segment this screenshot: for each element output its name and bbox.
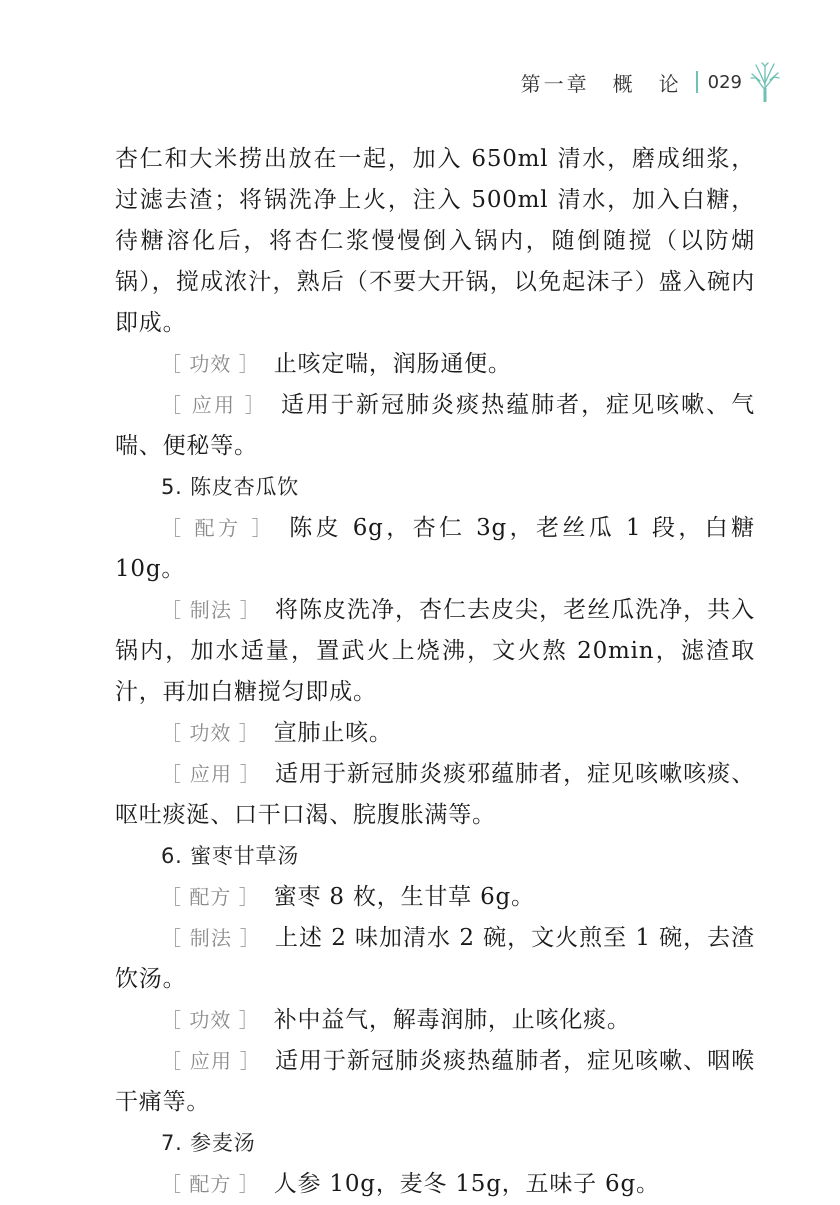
method-paragraph: [115, 918, 755, 1000]
efficacy-tag: ［ 功效 ］: [161, 721, 260, 745]
recipe-heading: 5. 陈皮杏瓜饮: [161, 475, 300, 499]
method-text: 上述 2 味加清水 2 碗，文火煎至 1 碗，去渣饮汤。: [115, 925, 755, 992]
formula-tag: ［ 配方 ］: [161, 516, 276, 540]
efficacy-paragraph: [115, 713, 755, 754]
method-tag: ［ 制法 ］: [161, 926, 261, 950]
efficacy-text: 宣肺止咳。: [273, 720, 393, 746]
paragraph: 杏仁和大米捞出放在一起，加入 650ml 清水，磨成细浆，过滤去渣；将锅洗净上火，注入 500ml 清水，加入白糖，待糖溶化后，将杏仁浆慢慢倒入锅内，随倒随搅（以防煳锅），搅成浓汁，熟后（不要大开锅，以免起沫子）盛入碗内即成。: [115, 146, 755, 336]
page-body: [115, 139, 755, 1205]
method-paragraph: [115, 590, 755, 713]
efficacy-paragraph: [115, 1000, 755, 1041]
method-tag: ［ 制法 ］: [161, 598, 261, 622]
efficacy-paragraph: [115, 344, 755, 385]
formula-paragraph: [115, 1164, 755, 1205]
recipe-heading: 6. 蜜枣甘草汤: [161, 844, 300, 868]
header-divider: [696, 71, 698, 93]
efficacy-tag: ［ 功效 ］: [161, 1008, 260, 1032]
application-text: 适用于新冠肺炎痰邪蕴肺者，症见咳嗽咳痰、呕吐痰涎、口干口渴、脘腹胀满等。: [115, 761, 755, 828]
formula-paragraph: [115, 508, 755, 590]
formula-paragraph: [115, 877, 755, 918]
efficacy-text: 补中益气，解毒润肺，止咳化痰。: [273, 1007, 631, 1033]
efficacy-tag: ［ 功效 ］: [161, 352, 260, 376]
application-text: 适用于新冠肺炎痰热蕴肺者，症见咳嗽、咽喉干痛等。: [115, 1048, 755, 1115]
formula-text: 陈皮 6g，杏仁 3g，老丝瓜 1 段，白糖 10g。: [115, 515, 755, 582]
page-number: 029: [707, 71, 742, 93]
application-tag: ［ 应用 ］: [161, 1049, 261, 1073]
application-text: 适用于新冠肺炎痰热蕴肺者，症见咳嗽、气喘、便秘等。: [115, 392, 755, 459]
application-tag: ［ 应用 ］: [161, 762, 261, 786]
formula-tag: ［ 配方 ］: [161, 885, 260, 909]
application-paragraph: [115, 385, 755, 467]
method-text: 将陈皮洗净，杏仁去皮尖，老丝瓜洗净，共入锅内，加水适量，置武火上烧沸，文火熬 20min，滤渣取汁，再加白糖搅匀即成。: [115, 597, 755, 705]
running-header: [521, 62, 782, 102]
tree-icon: [748, 62, 782, 102]
chapter-title: 第一章 概 论: [520, 71, 682, 96]
recipe-heading: 7. 参麦汤: [161, 1131, 256, 1155]
application-tag: ［ 应用 ］: [161, 393, 267, 417]
application-paragraph: [115, 1041, 755, 1123]
formula-text: 人参 10g，麦冬 15g，五味子 6g。: [273, 1171, 660, 1197]
formula-tag: ［ 配方 ］: [161, 1172, 260, 1196]
formula-text: 蜜枣 8 枚，生甘草 6g。: [273, 884, 535, 910]
efficacy-text: 止咳定喘，润肠通便。: [273, 351, 512, 377]
application-paragraph: [115, 754, 755, 836]
